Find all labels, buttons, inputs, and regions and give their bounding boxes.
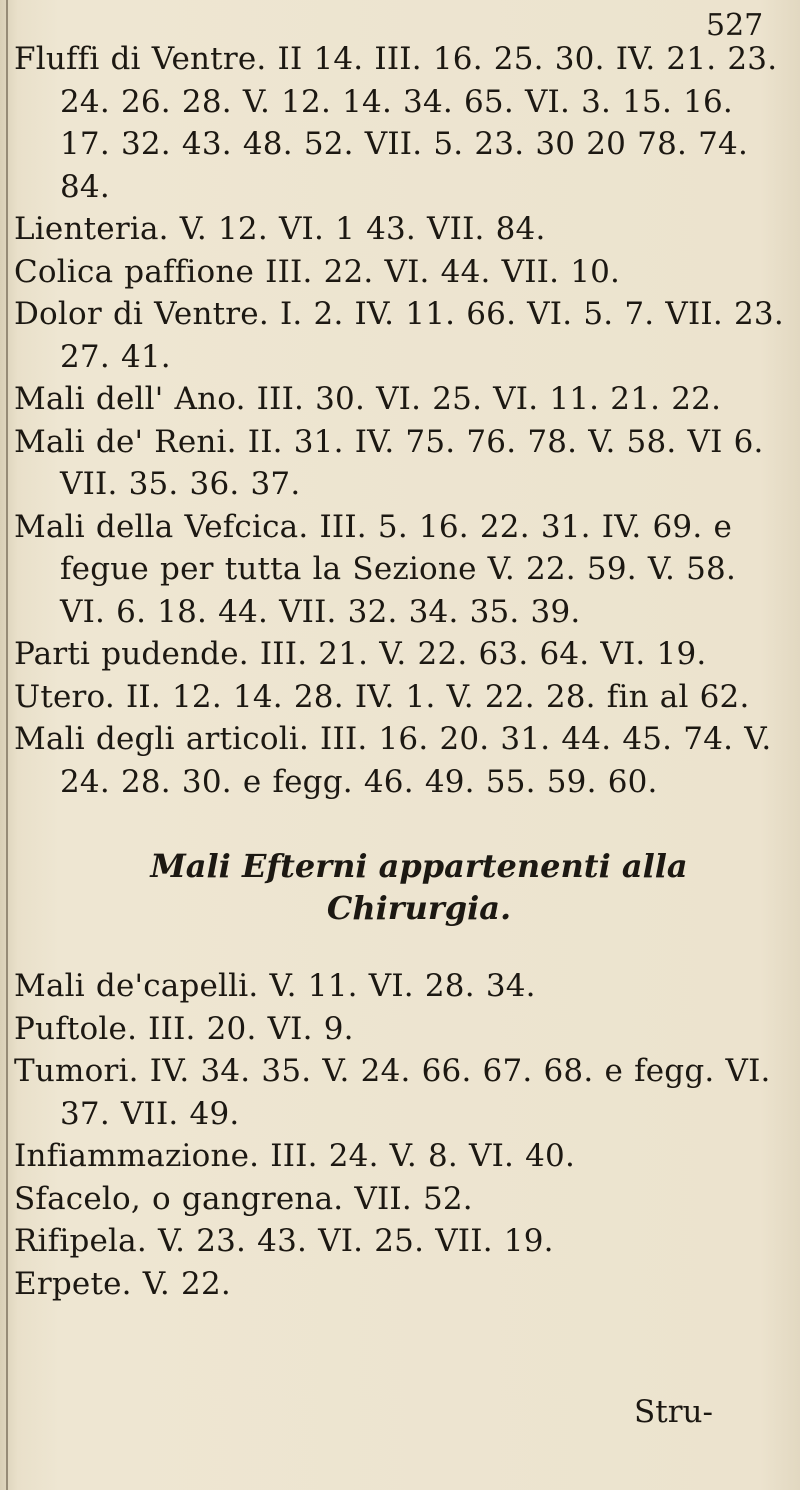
index-entry-tumori: Tumori. IV. 34. 35. V. 24. 66. 67. 68. e fegg. VI. 37. VII. 49. <box>14 1053 771 1132</box>
index-entry-mali-degli-articoli: Mali degli articoli. III. 16. 20. 31. 44. 45. 74. V. 24. 28. 30. e fegg. 46. 49. 55. 59. 60. <box>14 721 772 800</box>
index-column <box>14 38 784 1305</box>
index-entry-mali-dell-ano: Mali dell' Ano. III. 30. VI. 25. VI. 11. 21. 22. <box>14 381 722 417</box>
section-heading-line-1: Mali Efterni appartenenti alla <box>150 847 688 885</box>
index-entry-sfacelo: Sfacelo, o gangrena. VII. 52. <box>14 1180 473 1217</box>
section-heading-line-2: Chirurgia. <box>326 889 512 927</box>
index-entry-parti-pudende: Parti pudende. III. 21. V. 22. 63. 64. VI. 19. <box>14 636 707 672</box>
section-heading <box>14 845 784 929</box>
index-entry-mali-de-capelli: Mali de'capelli. V. 11. VI. 28. 34. <box>14 968 536 1004</box>
index-entry-mali-de-reni: Mali de' Reni. II. 31. IV. 75. 76. 78. V. 58. VI 6. VII. 35. 36. 37. <box>14 423 764 502</box>
page-number: 527 <box>706 8 764 43</box>
index-entry-rifipela: Rifipela. V. 23. 43. VI. 25. VII. 19. <box>14 1223 554 1259</box>
index-entry-utero: Utero. II. 12. 14. 28. IV. 1. V. 22. 28. fin al 62. <box>14 678 750 715</box>
index-entry-mali-della-vefcica: Mali della Vefcica. III. 5. 16. 22. 31. IV. 69. e fegue per tutta la Sezione V. 22. 59. V. 58. VI. 6. 18. 44. VII. 32. 34. 35. 39. <box>14 508 737 630</box>
index-entry-infiammazione: Infiammazione. III. 24. V. 8. VI. 40. <box>14 1138 576 1174</box>
index-entry-puftole: Puftole. III. 20. VI. 9. <box>14 1010 354 1047</box>
index-entry-lienteria: Lienteria. V. 12. VI. 1 43. VII. 84. <box>14 211 546 247</box>
index-entry-erpete: Erpete. V. 22. <box>14 1265 231 1302</box>
index-entry-fluffi-di-ventre: Fluffi di Ventre. II 14. III. 16. 25. 30. IV. 21. 23. 24. 26. 28. V. 12. 14. 34. 65. VI. 3. 15. 16. 17. 32. 43. 48. 52. VII. 5. 23. 30 20 78. 74. 84. <box>14 41 778 205</box>
catchword: Stru- <box>634 1394 713 1430</box>
index-entry-colica-paffione: Colica paffione III. 22. VI. 44. VII. 10. <box>14 253 621 290</box>
binding-gutter-line <box>6 0 8 1490</box>
index-entry-dolor-di-ventre: Dolor di Ventre. I. 2. IV. 11. 66. VI. 5. 7. VII. 23. 27. 41. <box>14 296 784 375</box>
